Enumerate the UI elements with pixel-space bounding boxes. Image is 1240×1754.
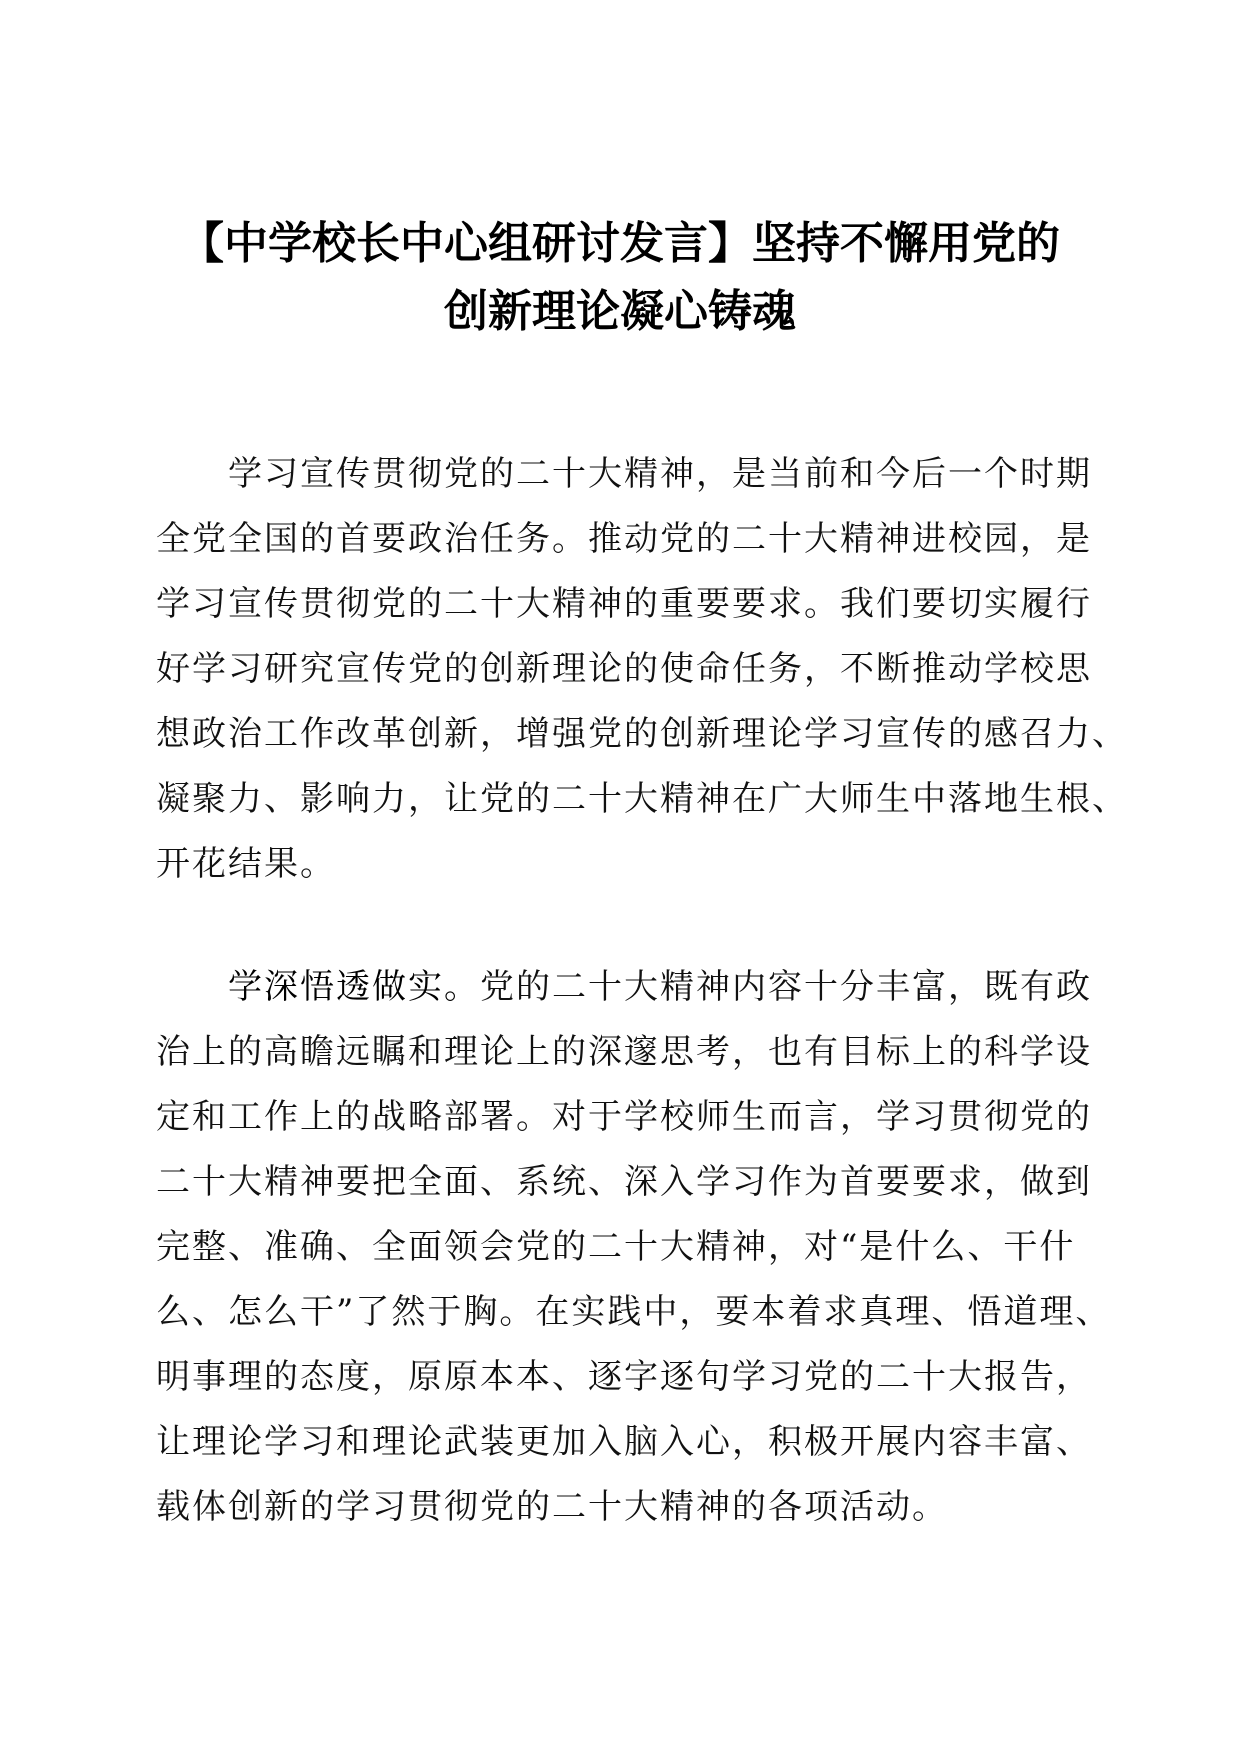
title-line-1: 【中学校长中心组研讨发言】坚持不懈用党的 (180, 218, 1060, 269)
document-title (150, 210, 1090, 346)
paragraph-line: 好学习研究宣传党的创新理论的使命任务，不断推动学校思 (156, 649, 1092, 689)
title-line-2: 创新理论凝心铸魂 (444, 286, 796, 337)
paragraph-line: 想政治工作改革创新，增强党的创新理论学习宣传的感召力、 (156, 714, 1128, 754)
paragraph-line: 完整、准确、全面领会党的二十大精神，对“是什么、干什 (156, 1227, 1076, 1267)
paragraph-line: 学习宣传贯彻党的二十大精神的重要要求。我们要切实履行 (156, 584, 1092, 624)
paragraph-first-line-rest: 党的二十大精神内容十分丰富，既有政 (480, 967, 1092, 1007)
paragraph-line: 治上的高瞻远瞩和理论上的深邃思考，也有目标上的科学设 (156, 1032, 1092, 1072)
paragraph-line: 开花结果。 (156, 844, 336, 884)
paragraph-intro (156, 442, 1128, 897)
paragraph-line: 定和工作上的战略部署。对于学校师生而言，学习贯彻党的 (156, 1097, 1092, 1137)
paragraph-line: 么、怎么干”了然于胸。在实践中，要本着求真理、悟道理、 (156, 1292, 1112, 1332)
paragraph-line: 学习宣传贯彻党的二十大精神，是当前和今后一个时期 (228, 454, 1092, 494)
paragraph-line: 凝聚力、影响力，让党的二十大精神在广大师生中落地生根、 (156, 779, 1128, 819)
paragraph-line: 二十大精神要把全面、系统、深入学习作为首要要求，做到 (156, 1162, 1092, 1202)
paragraph-study (156, 955, 1112, 1540)
paragraph-lead-heading: 学深悟透做实。 (228, 967, 480, 1007)
paragraph-line: 全党全国的首要政治任务。推动党的二十大精神进校园，是 (156, 519, 1092, 559)
paragraph-first-line (156, 955, 1092, 1020)
paragraph-line: 让理论学习和理论武装更加入脑入心，积极开展内容丰富、 (156, 1422, 1092, 1462)
paragraph-line: 明事理的态度，原原本本、逐字逐句学习党的二十大报告， (156, 1357, 1092, 1397)
paragraph-line: 载体创新的学习贯彻党的二十大精神的各项活动。 (156, 1487, 948, 1527)
